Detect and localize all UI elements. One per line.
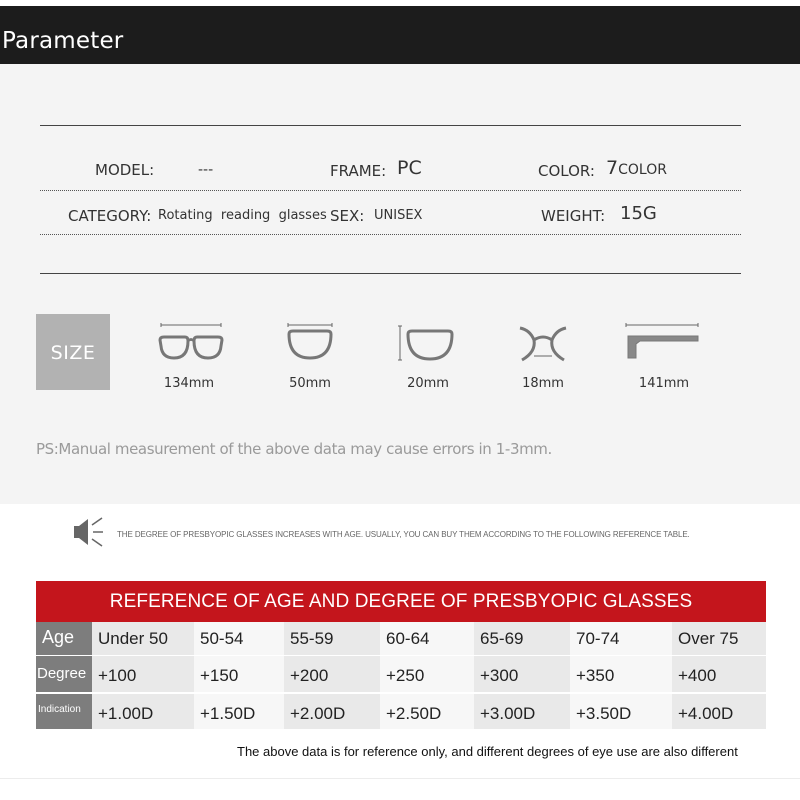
indication-header-label: Indication <box>38 704 81 715</box>
reference-title-bar <box>36 581 766 622</box>
spec-section <box>0 64 800 504</box>
indication-cell-text: +1.00D <box>98 704 154 723</box>
size-badge <box>36 314 110 390</box>
degree-cell-text: +150 <box>200 666 239 685</box>
indication-cell-text: +3.00D <box>480 704 536 723</box>
table-cell <box>194 694 284 729</box>
indication-cell-text: +2.00D <box>290 704 346 723</box>
degree-cell-text: +400 <box>678 666 717 685</box>
temple-length-value: 141mm <box>638 376 690 391</box>
age-row-header <box>36 622 92 655</box>
age-cell-text: 60-64 <box>386 629 430 648</box>
reference-title: REFERENCE OF AGE AND DEGREE OF PRESBYOPIC GLASSES <box>109 591 693 612</box>
degree-cell-text: +250 <box>386 666 425 685</box>
indication-cell-text: +3.50D <box>576 704 632 723</box>
table-cell <box>284 656 380 692</box>
indication-row <box>36 694 766 729</box>
table-cell <box>672 694 766 729</box>
sex-label: SEX: <box>330 207 365 225</box>
category-label: CATEGORY: <box>68 207 152 225</box>
frame-label: FRAME: <box>330 162 387 180</box>
table-cell <box>672 656 766 692</box>
divider-top <box>40 125 741 126</box>
table-cell <box>284 622 380 655</box>
page-header <box>0 6 800 64</box>
reference-table <box>36 581 766 729</box>
indication-row-header <box>36 694 92 729</box>
degree-age-note: THE DEGREE OF PRESBYOPIC GLASSES INCREASES WITH AGE. USUALLY, YOU CAN BUY THEM ACCORDING TO THE FOLLOWING REFERENCE TABLE. <box>117 530 690 539</box>
age-cell-text: 55-59 <box>290 629 334 648</box>
bridge-width-value: 18mm <box>522 376 564 391</box>
indication-cell-text: +4.00D <box>678 704 734 723</box>
age-cell-text: 65-69 <box>480 629 524 648</box>
color-label: COLOR: <box>538 162 595 180</box>
degree-header-label: Degree <box>37 665 87 682</box>
degree-cell-text: +200 <box>290 666 329 685</box>
table-cell <box>194 622 284 655</box>
age-cell-text: 50-54 <box>200 629 244 648</box>
table-cell <box>570 622 672 655</box>
age-cell-text: Over 75 <box>678 629 739 648</box>
model-label: MODEL: <box>95 161 155 179</box>
degree-cell-text: +300 <box>480 666 519 685</box>
table-cell <box>474 694 570 729</box>
frame-value: PC <box>397 157 422 179</box>
color-value-number: 7 <box>606 157 619 179</box>
divider-bottom <box>40 273 741 274</box>
bridge-width-icon <box>516 322 570 364</box>
indication-cell-text: +2.50D <box>386 704 442 723</box>
indication-cell-text: +1.50D <box>200 704 256 723</box>
degree-cell-text: +350 <box>576 666 615 685</box>
category-value: Rotating reading glasses <box>158 208 327 223</box>
temple-length-icon <box>622 320 702 362</box>
weight-value: 15G <box>620 203 657 224</box>
age-header-label: Age <box>42 627 75 647</box>
sex-value: UNISEX <box>374 208 423 223</box>
degree-row <box>36 656 766 692</box>
lens-width-value: 50mm <box>289 376 331 391</box>
table-cell <box>194 656 284 692</box>
table-cell <box>380 656 474 692</box>
table-cell <box>284 694 380 729</box>
frame-width-icon <box>155 320 227 362</box>
reference-disclaimer: The above data is for reference only, and different degrees of eye use are also different <box>237 744 738 759</box>
measurement-note: PS:Manual measurement of the above data may cause errors in 1-3mm. <box>36 440 552 458</box>
table-cell <box>570 694 672 729</box>
table-cell <box>92 622 194 655</box>
speaker-icon <box>72 516 106 548</box>
table-cell <box>474 656 570 692</box>
table-cell <box>92 694 194 729</box>
table-cell <box>380 622 474 655</box>
table-cell <box>672 622 766 655</box>
age-cell-text: 70-74 <box>576 629 620 648</box>
frame-width-value: 134mm <box>163 376 215 391</box>
table-cell <box>570 656 672 692</box>
weight-label: WEIGHT: <box>541 207 606 225</box>
lens-width-icon <box>283 320 337 362</box>
bottom-divider <box>0 778 800 779</box>
page-title: Parameter <box>2 28 124 54</box>
color-value <box>606 157 667 179</box>
table-cell <box>380 694 474 729</box>
divider-dotted-2 <box>40 234 741 235</box>
age-row <box>36 622 766 655</box>
table-cell <box>474 622 570 655</box>
divider-dotted-1 <box>40 190 741 191</box>
lens-height-icon <box>394 322 458 364</box>
degree-cell-text: +100 <box>98 666 137 685</box>
age-cell-text: Under 50 <box>98 629 168 648</box>
model-value: --- <box>198 162 214 178</box>
size-label: SIZE <box>50 342 96 364</box>
lens-height-value: 20mm <box>407 376 449 391</box>
degree-row-header <box>36 656 92 692</box>
color-value-unit: COLOR <box>618 162 667 178</box>
table-cell <box>92 656 194 692</box>
